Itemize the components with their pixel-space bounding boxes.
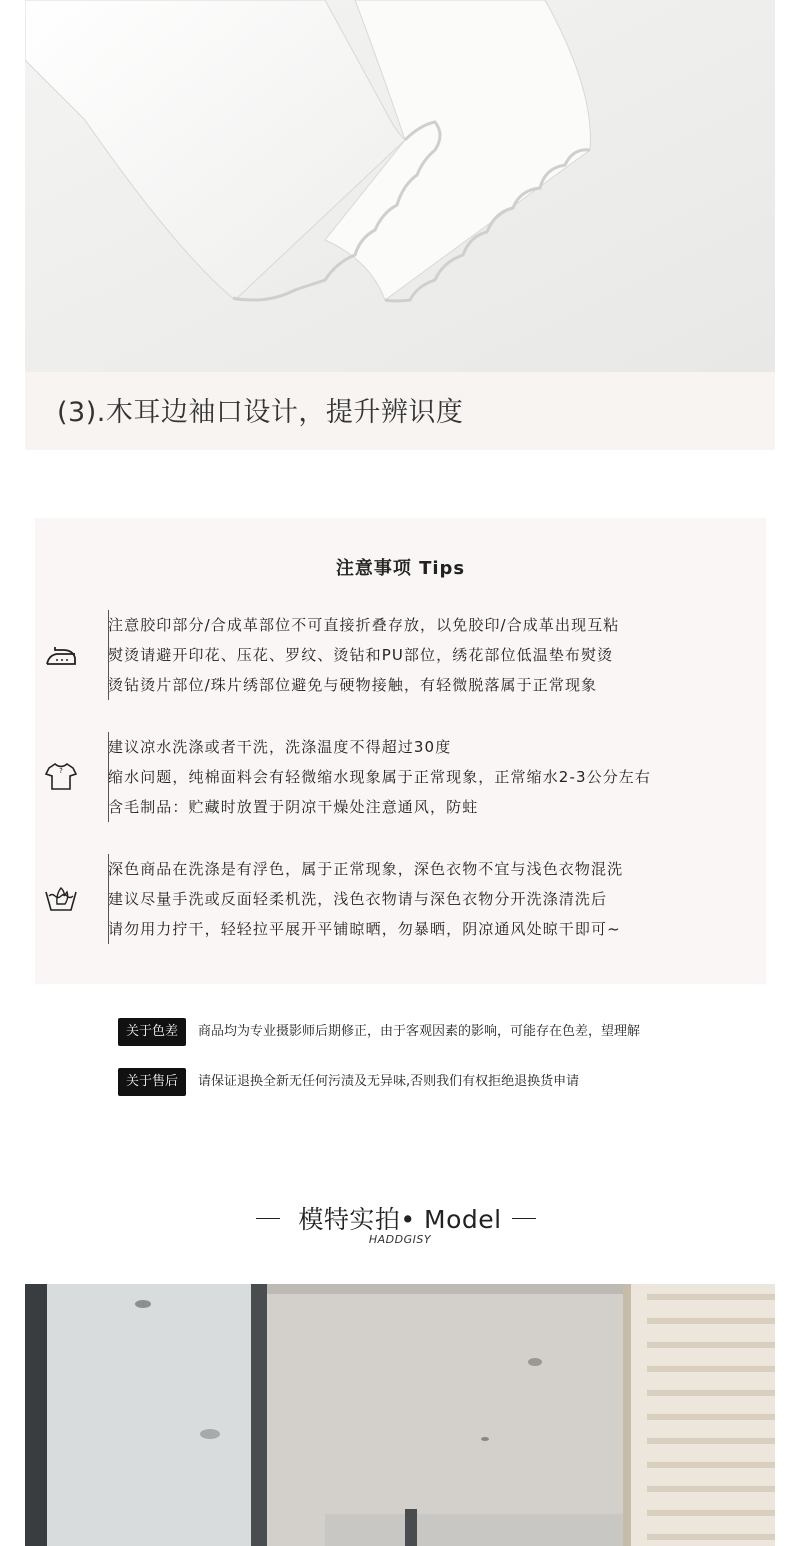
- caption-text: (3).木耳边袖口设计，提升辨识度: [57, 397, 464, 428]
- after-sales-text: 请保证退换全新无任何污渍及无异味,否则我们有权拒绝退换货申请: [198, 1074, 580, 1089]
- tips-title: 注意事项 Tips: [335, 558, 466, 579]
- after-sales-badge: 关于售后: [118, 1068, 186, 1096]
- tip-line: 深色商品在洗涤是有浮色，属于正常现象，深色衣物不宜与浅色衣物混洗: [108, 860, 624, 878]
- hand-wash-icon: [43, 880, 79, 916]
- tip-line: 请勿用力拧干，轻轻拉平展开平铺晾晒，勿暴晒，阴凉通风处晾干即可~: [108, 920, 621, 938]
- model-photo: [25, 1284, 775, 1546]
- tip-group-ironing: [35, 610, 766, 702]
- tip-line: 注意胶印部分/合成革部位不可直接折叠存放，以免胶印/合成革出现互粘: [108, 616, 620, 634]
- caption-bar: [25, 372, 775, 450]
- tip-line: 含毛制品：贮藏时放置于阴凉干燥处注意通风，防蛀: [108, 798, 479, 816]
- interior-illustration: [25, 1284, 775, 1546]
- iron-icon: [43, 638, 79, 674]
- model-section-subtitle: HADDGISY: [368, 1233, 432, 1246]
- model-section-title: 模特实拍• Model: [298, 1205, 502, 1234]
- tip-line: 建议凉水洗涤或者干洗，洗涤温度不得超过30度: [108, 738, 452, 756]
- color-difference-badge: 关于色差: [118, 1018, 186, 1046]
- shirt-icon: [43, 758, 79, 794]
- svg-text:?: ?: [59, 767, 63, 775]
- color-difference-text: 商品均为专业摄影师后期修正，由于客观因素的影响，可能存在色差，望理解: [198, 1024, 641, 1039]
- product-photo-sleeves: [25, 0, 775, 372]
- tip-line: 建议尽量手洗或反面轻柔机洗，浅色衣物请与深色衣物分开洗涤清洗后: [108, 890, 608, 908]
- tips-card: [35, 518, 766, 984]
- sleeve-illustration: [25, 0, 775, 372]
- tip-line: 烫钻烫片部位/珠片绣部位避免与硬物接触，有轻微脱落属于正常现象: [108, 676, 598, 694]
- tip-group-dark-colors: [35, 854, 766, 946]
- tip-line: 熨烫请避开印花、压花、罗纹、烫钻和PU部位，绣花部位低温垫布熨烫: [108, 646, 614, 664]
- tip-line: 缩水问题，纯棉面料会有轻微缩水现象属于正常现象，正常缩水2-3公分左右: [108, 768, 652, 786]
- dash-right: [512, 1218, 536, 1219]
- model-section-header: [0, 1200, 800, 1260]
- tip-group-washing: [35, 732, 766, 824]
